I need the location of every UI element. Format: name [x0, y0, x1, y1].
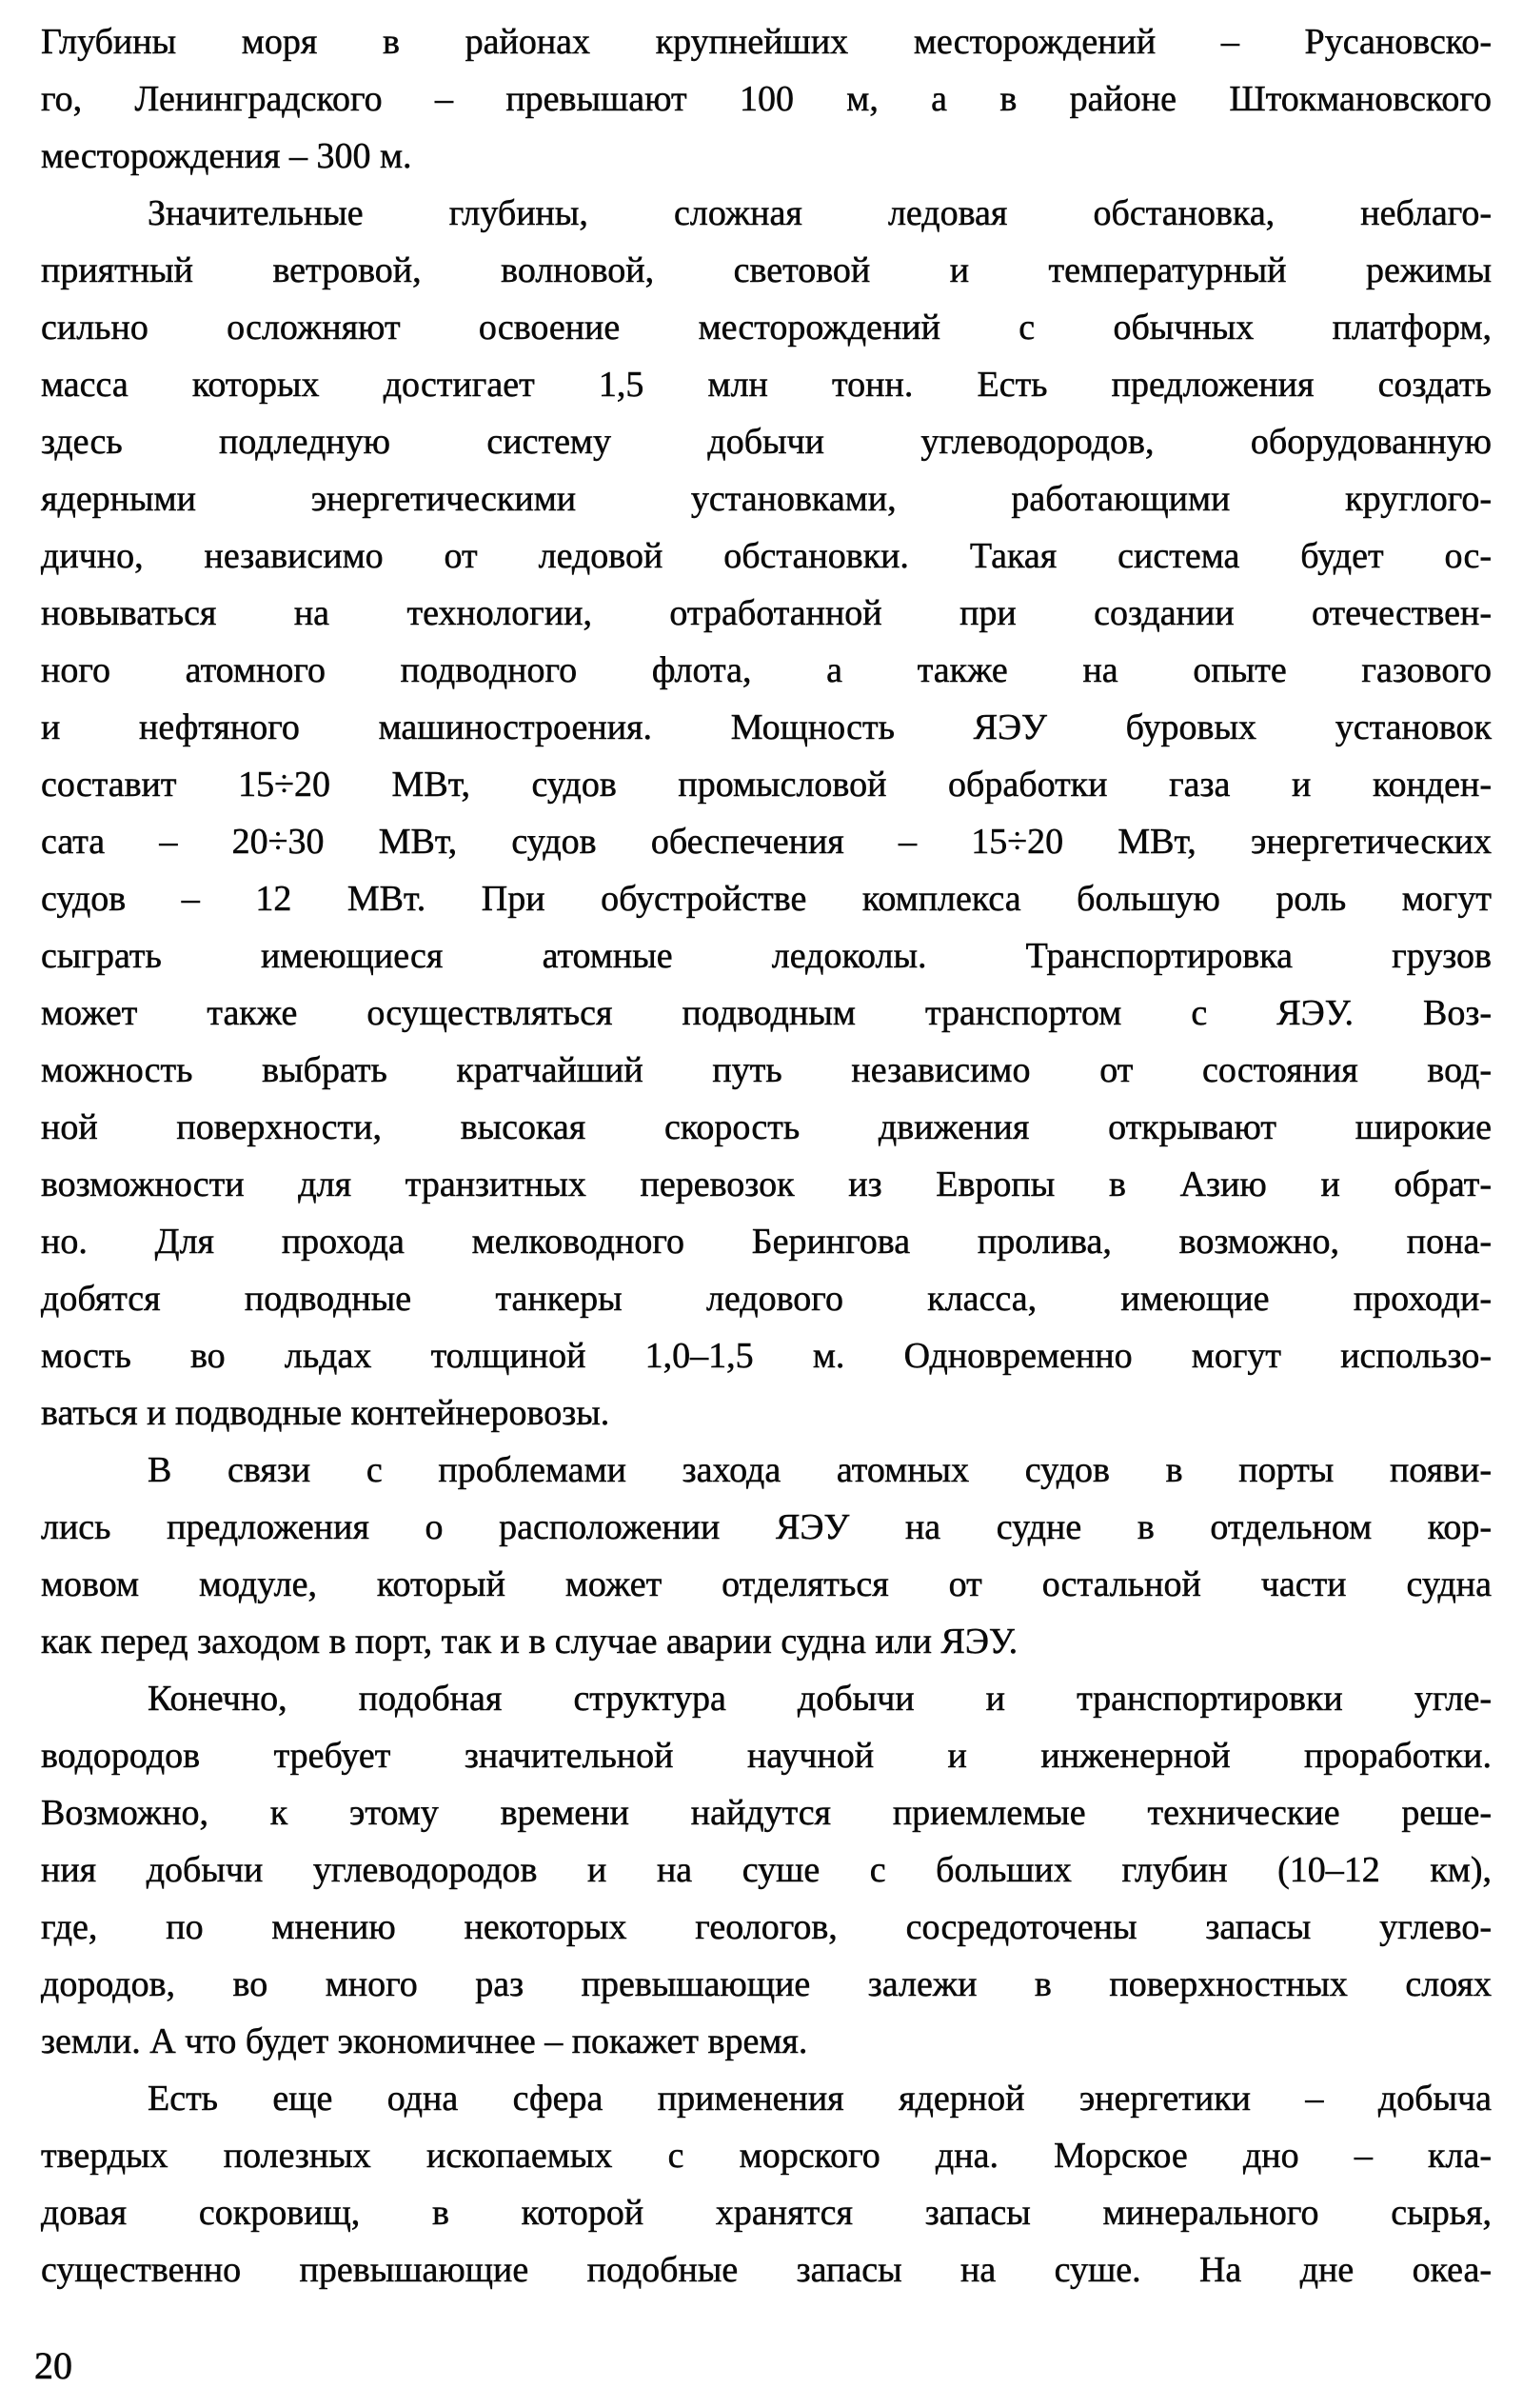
text-line: В связи с проблемами захода атомных судов в порты появи- [148, 1450, 1492, 1490]
text-line: сата – 20÷30 МВт, судов обеспечения – 15÷20 МВт, энергетических [41, 822, 1492, 862]
text-line: месторождения – 300 м. [41, 136, 412, 176]
text-line: ядерными энергетическими установками, работающими круглого- [41, 479, 1492, 519]
text-line: ваться и подводные контейнеровозы. [41, 1393, 610, 1433]
paragraph [41, 1442, 1492, 1670]
text-line: земли. А что будет экономичнее – покажет время. [41, 2021, 808, 2061]
text-line: и нефтяного машиностроения. Мощность ЯЭУ буровых установок [41, 707, 1492, 747]
text-line: сыграть имеющиеся атомные ледоколы. Транспортировка грузов [41, 936, 1492, 976]
text-line: может также осуществляться подводным транспортом с ЯЭУ. Воз- [41, 993, 1492, 1033]
text-line: добятся подводные танкеры ледового класса, имеющие проходи- [41, 1279, 1492, 1319]
text-line: Возможно, к этому времени найдутся приемлемые технические реше- [41, 1793, 1492, 1833]
page-number: 20 [34, 2344, 72, 2387]
text-line: но. Для прохода мелководного Берингова пролива, возможно, пона- [41, 1222, 1492, 1262]
text-line: приятный ветровой, волновой, световой и температурный режимы [41, 250, 1492, 290]
text-line: го, Ленинградского – превышают 100 м, а в районе Штокмановского [41, 79, 1492, 119]
text-line: ния добычи углеводородов и на суше с больших глубин (10–12 км), [41, 1850, 1492, 1890]
text-line: мовом модуле, который может отделяться от остальной части судна [41, 1564, 1492, 1604]
text-line: Значительные глубины, сложная ледовая обстановка, неблаго- [148, 193, 1492, 233]
text-line: дородов, во много раз превышающие залежи в поверхностных слоях [41, 1964, 1492, 2004]
text-line: довая сокровищ, в которой хранятся запасы минерального сырья, [41, 2193, 1492, 2233]
text-line: Есть еще одна сфера применения ядерной энергетики – добыча [148, 2079, 1492, 2119]
text-line: мость во льдах толщиной 1,0–1,5 м. Одновременно могут использо- [41, 1336, 1492, 1376]
body-text [41, 13, 1492, 2299]
text-line: новываться на технологии, отработанной при создании отечествен- [41, 593, 1492, 633]
text-line: Конечно, подобная структура добычи и транспортировки угле- [148, 1679, 1492, 1719]
paragraph [41, 13, 1492, 185]
paragraph [41, 1670, 1492, 2070]
text-line: здесь подледную систему добычи углеводородов, оборудованную [41, 422, 1492, 462]
text-line: масса которых достигает 1,5 млн тонн. Есть предложения создать [41, 365, 1492, 405]
text-line: твердых полезных ископаемых с морского дна. Морское дно – кла- [41, 2136, 1492, 2176]
text-line: составит 15÷20 МВт, судов промысловой обработки газа и конден- [41, 765, 1492, 805]
text-line: существенно превышающие подобные запасы на суше. На дне океа- [41, 2250, 1492, 2290]
paragraph [41, 2070, 1492, 2299]
text-line: ной поверхности, высокая скорость движения открывают широкие [41, 1107, 1492, 1147]
text-line: лись предложения о расположении ЯЭУ на судне в отдельном кор- [41, 1507, 1492, 1547]
text-line: водородов требует значительной научной и инженерной проработки. [41, 1736, 1492, 1776]
text-line: возможности для транзитных перевозок из Европы в Азию и обрат- [41, 1164, 1492, 1204]
text-line: как перед заходом в порт, так и в случае аварии судна или ЯЭУ. [41, 1622, 1019, 1662]
text-line: где, по мнению некоторых геологов, сосредоточены запасы углево- [41, 1907, 1492, 1947]
text-line: ного атомного подводного флота, а также на опыте газового [41, 650, 1492, 690]
text-line: сильно осложняют освоение месторождений с обычных платформ, [41, 308, 1492, 348]
paragraph [41, 185, 1492, 1442]
text-line: можность выбрать кратчайший путь независимо от состояния вод- [41, 1050, 1492, 1090]
text-line: судов – 12 МВт. При обустройстве комплекса большую роль могут [41, 879, 1492, 919]
text-line: дично, независимо от ледовой обстановки. Такая система будет ос- [41, 536, 1492, 576]
text-line: Глубины моря в районах крупнейших месторождений – Русановско- [41, 22, 1492, 62]
